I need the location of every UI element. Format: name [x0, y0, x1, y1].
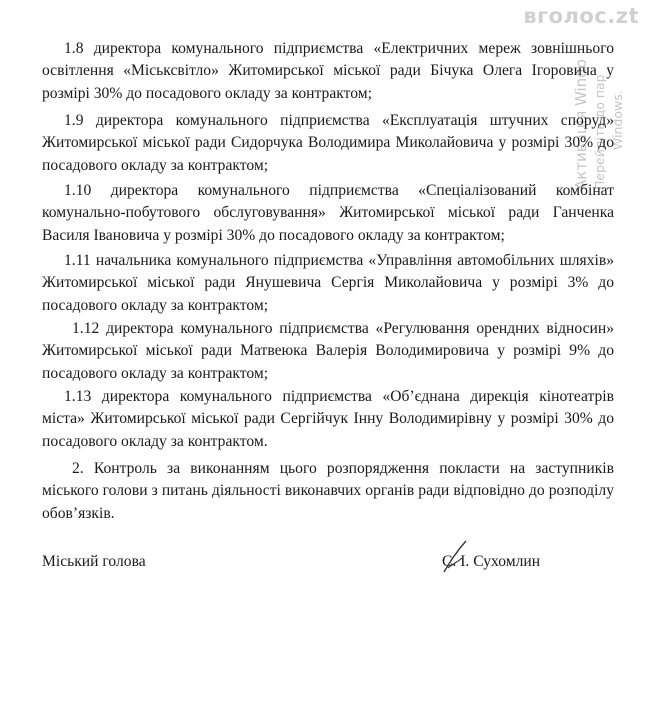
activation-line-3: Windows. [610, 90, 625, 150]
clause-2-control: 2. Контроль за виконанням цього розпорядження покласти на заступників міського голови з питань діяльності виконавчих органів ради відповідно до розподілу обов’язків. [42, 460, 614, 522]
clause-1-11: 1.11 начальника комунального підприємства «Управління автомобільних шляхів» Житомирської міської ради Янушевича Сергія Миколайовича у розмірі 3% до посадового окладу за контрактом; [42, 252, 614, 314]
signatory-title: Міський голова [42, 553, 146, 570]
clause-1-10: 1.10 директора комунального підприємства «Спеціалізований комбінат комунально-побутового обслуговування» Житомирської міської ради Ганченка Василя Івановича у розмірі 30% до посадового окладу за контрактом; [42, 182, 614, 244]
activation-line-2: Перейдіть до пар [592, 74, 607, 190]
site-watermark-logo: вголос.zt [523, 4, 639, 28]
clause-1-13: 1.13 директора комунального підприємства «Об’єднана дирекція кінотеатрів міста» Житомирської міської ради Сергійчук Інну Володимирівну у розмірі 30% до посадового окладу за контрактом. [42, 388, 614, 450]
activation-line-1: Активація Windo [572, 59, 590, 190]
signatory-name: С. І. Сухомлин [442, 553, 541, 570]
clause-1-8: 1.8 директора комунального підприємства «Електричних мереж зовнішнього освітлення «Міськсвітло» Житомирської міської ради Бічука Олега Ігоровича у розмірі 30% до посадового окладу за контрактом; [42, 40, 614, 102]
clause-1-12: 1.12 директора комунального підприємства «Регулювання орендних відносин» Житомирської міської ради Матвеюка Валерія Володимировича у розмірі 9% до посадового окладу за контрактом; [42, 320, 614, 382]
clause-1-9: 1.9 директора комунального підприємства «Експлуатація штучних споруд» Житомирської міської ради Сидорчука Володимира Миколайовича у розмірі 30% до посадового окладу за контрактом; [42, 112, 614, 174]
